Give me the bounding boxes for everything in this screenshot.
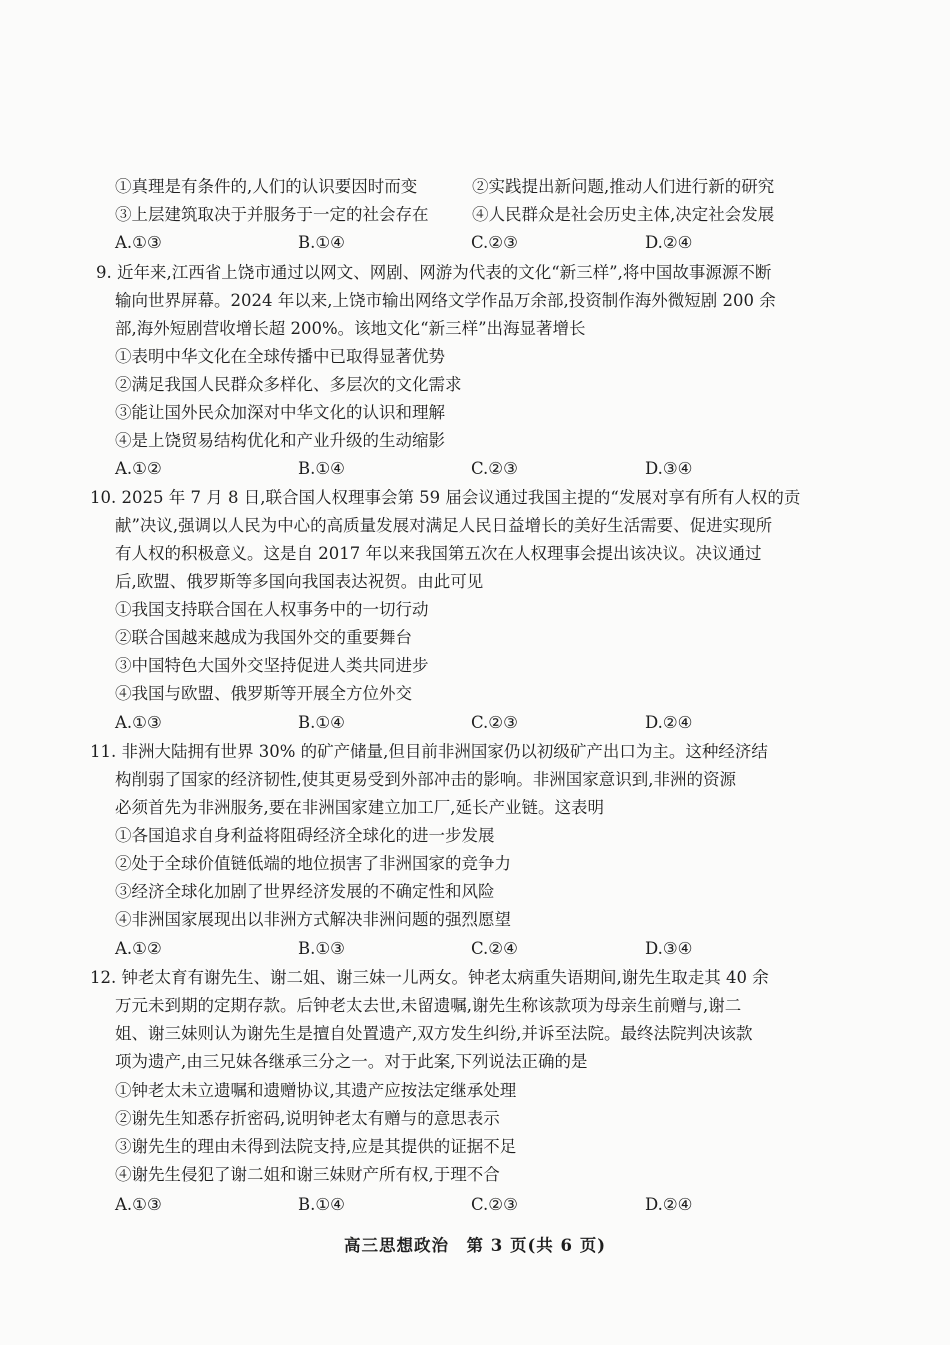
q10-option-b: B.①④ (298, 713, 345, 732)
q10-option-c: C.②③ (471, 713, 518, 732)
q10-statement-4: ④我国与欧盟、俄罗斯等开展全方位外交 (115, 684, 412, 703)
q12-statement-1: ①钟老太未立遗嘱和遗赠协议,其遗产应按法定继承处理 (115, 1081, 517, 1100)
q10-option-a: A.①③ (115, 713, 162, 732)
q12-stem-2: 万元未到期的定期存款。后钟老太去世,未留遗嘱,谢先生称该款项为母亲生前赠与,谢二 (115, 996, 742, 1015)
q8-statement-3: ③上层建筑取决于并服务于一定的社会存在 (115, 205, 429, 224)
q9-statement-3: ③能让国外民众加深对中华文化的认识和理解 (115, 403, 445, 422)
q11-option-c: C.②④ (471, 939, 518, 958)
q12-statement-2: ②谢先生知悉存折密码,说明钟老太有赠与的意思表示 (115, 1109, 500, 1128)
q11-option-a: A.①② (115, 939, 162, 958)
q9-stem-3: 部,海外短剧营收增长超 200%。该地文化“新三样”出海显著增长 (115, 319, 586, 338)
q11-statement-4: ④非洲国家展现出以非洲方式解决非洲问题的强烈愿望 (115, 910, 511, 929)
q12-option-a: A.①③ (115, 1195, 162, 1214)
q9-option-b: B.①④ (298, 459, 345, 478)
q11-statement-1: ①各国追求自身利益将阻碍经济全球化的进一步发展 (115, 826, 495, 845)
q12-option-d: D.②④ (645, 1195, 693, 1214)
q12-statement-4: ④谢先生侵犯了谢二姐和谢三妹财产所有权,于理不合 (115, 1165, 500, 1184)
q12-options (115, 1194, 815, 1216)
q10-stem-4: 后,欧盟、俄罗斯等多国向我国表达祝贺。由此可见 (115, 572, 484, 591)
q11-stem-1: 11. 非洲大陆拥有世界 30% 的矿产储量,但目前非洲国家仍以初级矿产出口为主。这种经济结 (90, 742, 768, 761)
q8-options (115, 232, 815, 254)
q11-option-b: B.①③ (298, 939, 345, 958)
q12-option-b: B.①④ (298, 1195, 345, 1214)
q9-stem-2: 输向世界屏幕。2024 年以来,上饶市输出网络文学作品万余部,投资制作海外微短剧 200 余 (115, 291, 776, 310)
q8-option-d: D.②④ (645, 233, 693, 252)
q8-option-c: C.②③ (471, 233, 518, 252)
q10-statement-1: ①我国支持联合国在人权事务中的一切行动 (115, 600, 429, 619)
page-footer: 高三思想政治 第 3 页(共 6 页) (343, 1236, 607, 1255)
q9-statement-1: ①表明中华文化在全球传播中已取得显著优势 (115, 347, 445, 366)
q11-statement-3: ③经济全球化加剧了世界经济发展的不确定性和风险 (115, 882, 495, 901)
q9-stem-1: 9. 近年来,江西省上饶市通过以网文、网剧、网游为代表的文化“新三样”,将中国故事源源不断 (96, 263, 772, 282)
q9-statement-4: ④是上饶贸易结构优化和产业升级的生动缩影 (115, 431, 445, 450)
q9-options (115, 458, 815, 480)
q9-statement-2: ②满足我国人民群众多样化、多层次的文化需求 (115, 375, 462, 394)
q10-statement-2: ②联合国越来越成为我国外交的重要舞台 (115, 628, 412, 647)
q12-option-c: C.②③ (471, 1195, 518, 1214)
q9-option-a: A.①② (115, 459, 162, 478)
q12-stem-4: 项为遗产,由三兄妹各继承三分之一。对于此案,下列说法正确的是 (115, 1052, 588, 1071)
q12-statement-3: ③谢先生的理由未得到法院支持,应是其提供的证据不足 (115, 1137, 517, 1156)
q9-option-d: D.③④ (645, 459, 693, 478)
q12-stem-3: 姐、谢三妹则认为谢先生是擅自处置遗产,双方发生纠纷,并诉至法院。最终法院判决该款 (115, 1024, 753, 1043)
q8-statement-2: ②实践提出新问题,推动人们进行新的研究 (472, 177, 775, 196)
q12-stem-1: 12. 钟老太育有谢先生、谢二姐、谢三妹一儿两女。钟老太病重失语期间,谢先生取走其 40 余 (90, 968, 769, 987)
q8-option-a: A.①③ (115, 233, 162, 252)
q10-stem-2: 献”决议,强调以人民为中心的高质量发展对满足人民日益增长的美好生活需要、促进实现所 (115, 516, 773, 535)
q10-options (115, 712, 815, 734)
q11-stem-3: 必须首先为非洲服务,要在非洲国家建立加工厂,延长产业链。这表明 (115, 798, 604, 817)
q9-option-c: C.②③ (471, 459, 518, 478)
q11-option-d: D.③④ (645, 939, 693, 958)
q10-stem-3: 有人权的积极意义。这是自 2017 年以来我国第五次在人权理事会提出该决议。决议通过 (115, 544, 762, 563)
q11-options (115, 938, 815, 960)
q8-option-b: B.①④ (298, 233, 345, 252)
q8-statement-4: ④人民群众是社会历史主体,决定社会发展 (472, 205, 775, 224)
q11-statement-2: ②处于全球价值链低端的地位损害了非洲国家的竞争力 (115, 854, 511, 873)
q10-statement-3: ③中国特色大国外交坚持促进人类共同进步 (115, 656, 429, 675)
q10-option-d: D.②④ (645, 713, 693, 732)
q10-stem-1: 10. 2025 年 7 月 8 日,联合国人权理事会第 59 届会议通过我国主提的“发展对享有所有人权的贡 (90, 488, 801, 507)
q11-stem-2: 构削弱了国家的经济韧性,使其更易受到外部冲击的影响。非洲国家意识到,非洲的资源 (115, 770, 736, 789)
q8-statement-1: ①真理是有条件的,人们的认识要因时而变 (115, 177, 418, 196)
